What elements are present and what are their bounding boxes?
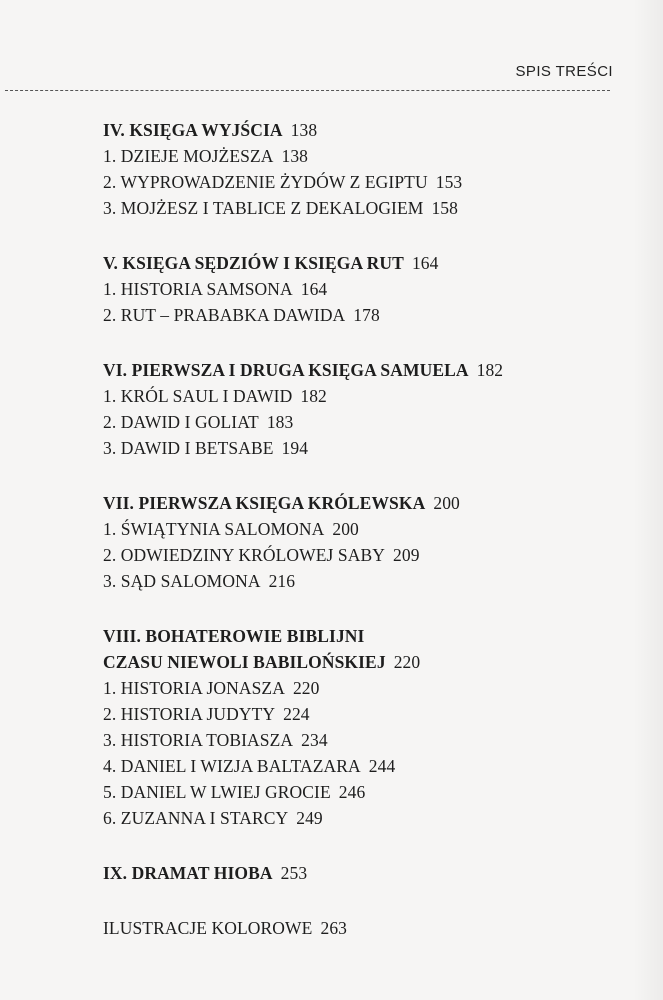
toc-section — [103, 490, 643, 594]
entry-title: 2. ODWIEDZINY KRÓLOWEJ SABY — [103, 545, 386, 565]
entry-title: VIII. BOHATEROWIE BIBLIJNI — [103, 626, 365, 646]
toc-entry — [103, 753, 643, 779]
toc-entry — [103, 701, 643, 727]
entry-title: ILUSTRACJE KOLOROWE — [103, 918, 313, 938]
entry-title: 2. WYPROWADZENIE ŻYDÓW Z EGIPTU — [103, 172, 428, 192]
toc-entry — [103, 805, 643, 831]
entry-title: 5. DANIEL W LWIEJ GROCIE — [103, 782, 331, 802]
entry-title: VI. PIERWSZA I DRUGA KSIĘGA SAMUELA — [103, 360, 469, 380]
entry-title: 3. HISTORIA TOBIASZA — [103, 730, 294, 750]
entry-title: 3. DAWID I BETSABE — [103, 438, 274, 458]
entry-page-number: 209 — [393, 545, 420, 565]
entry-title: 1. DZIEJE MOJŻESZA — [103, 146, 274, 166]
entry-page-number: 216 — [268, 571, 296, 591]
toc-section — [103, 117, 643, 221]
toc-chapter-heading — [103, 250, 643, 276]
table-of-contents — [103, 117, 643, 970]
toc-entry — [103, 169, 643, 195]
entry-page-number: 234 — [301, 730, 328, 750]
entry-title: 2. DAWID I GOLIAT — [103, 412, 259, 432]
entry-page-number: 182 — [476, 360, 504, 380]
toc-entry — [103, 675, 643, 701]
toc-section — [103, 860, 643, 886]
toc-chapter-heading — [103, 860, 643, 886]
entry-page-number: 164 — [411, 253, 439, 273]
entry-title: IX. DRAMAT HIOBA — [103, 863, 273, 883]
toc-section — [103, 915, 643, 941]
toc-entry — [103, 779, 643, 805]
entry-page-number: 249 — [296, 808, 323, 828]
entry-page-number: 164 — [300, 279, 328, 299]
entry-title: 1. ŚWIĄTYNIA SALOMONA — [103, 519, 325, 539]
toc-entry — [103, 568, 643, 594]
toc-chapter-heading — [103, 623, 643, 649]
entry-title: VII. PIERWSZA KSIĘGA KRÓLEWSKA — [103, 493, 426, 513]
entry-title: 1. HISTORIA JONASZA — [103, 678, 285, 698]
toc-section — [103, 357, 643, 461]
toc-entry — [103, 409, 643, 435]
toc-chapter-heading — [103, 649, 643, 675]
entry-title: V. KSIĘGA SĘDZIÓW I KSIĘGA RUT — [103, 253, 404, 273]
toc-entry — [103, 516, 643, 542]
entry-title: 1. KRÓL SAUL I DAWID — [103, 386, 293, 406]
entry-title: 6. ZUZANNA I STARCY — [103, 808, 289, 828]
toc-appendix-entry — [103, 915, 643, 941]
toc-entry — [103, 542, 643, 568]
entry-title: 2. RUT – PRABABKA DAWIDA — [103, 305, 346, 325]
toc-section — [103, 623, 643, 831]
entry-title: 3. MOJŻESZ I TABLICE Z DEKALOGIEM — [103, 198, 424, 218]
entry-page-number: 220 — [393, 652, 421, 672]
entry-title: 1. HISTORIA SAMSONA — [103, 279, 293, 299]
running-header: SPIS TREŚCI — [515, 63, 613, 80]
entry-page-number: 183 — [266, 412, 294, 432]
toc-entry — [103, 276, 643, 302]
entry-page-number: 244 — [368, 756, 396, 776]
toc-chapter-heading — [103, 490, 643, 516]
toc-entry — [103, 435, 643, 461]
entry-title: CZASU NIEWOLI BABILOŃSKIEJ — [103, 652, 386, 672]
entry-title: 3. SĄD SALOMONA — [103, 571, 261, 591]
entry-page-number: 138 — [281, 146, 309, 166]
entry-page-number: 224 — [283, 704, 310, 724]
entry-page-number: 182 — [300, 386, 327, 406]
entry-page-number: 200 — [332, 519, 359, 539]
toc-entry — [103, 302, 643, 328]
toc-entry — [103, 143, 643, 169]
entry-title: IV. KSIĘGA WYJŚCIA — [103, 120, 283, 140]
toc-entry — [103, 727, 643, 753]
entry-page-number: 178 — [353, 305, 380, 325]
toc-entry — [103, 195, 643, 221]
entry-page-number: 220 — [292, 678, 320, 698]
entry-page-number: 138 — [290, 120, 318, 140]
toc-chapter-heading — [103, 357, 643, 383]
entry-page-number: 263 — [320, 918, 348, 938]
toc-chapter-heading — [103, 117, 643, 143]
entry-page-number: 158 — [431, 198, 458, 218]
entry-page-number: 200 — [433, 493, 460, 513]
header-dashed-rule — [5, 90, 610, 91]
entry-page-number: 246 — [338, 782, 366, 802]
toc-section — [103, 250, 643, 328]
entry-page-number: 253 — [280, 863, 308, 883]
entry-title: 2. HISTORIA JUDYTY — [103, 704, 276, 724]
entry-title: 4. DANIEL I WIZJA BALTAZARA — [103, 756, 361, 776]
entry-page-number: 153 — [435, 172, 463, 192]
entry-page-number: 194 — [281, 438, 309, 458]
toc-entry — [103, 383, 643, 409]
